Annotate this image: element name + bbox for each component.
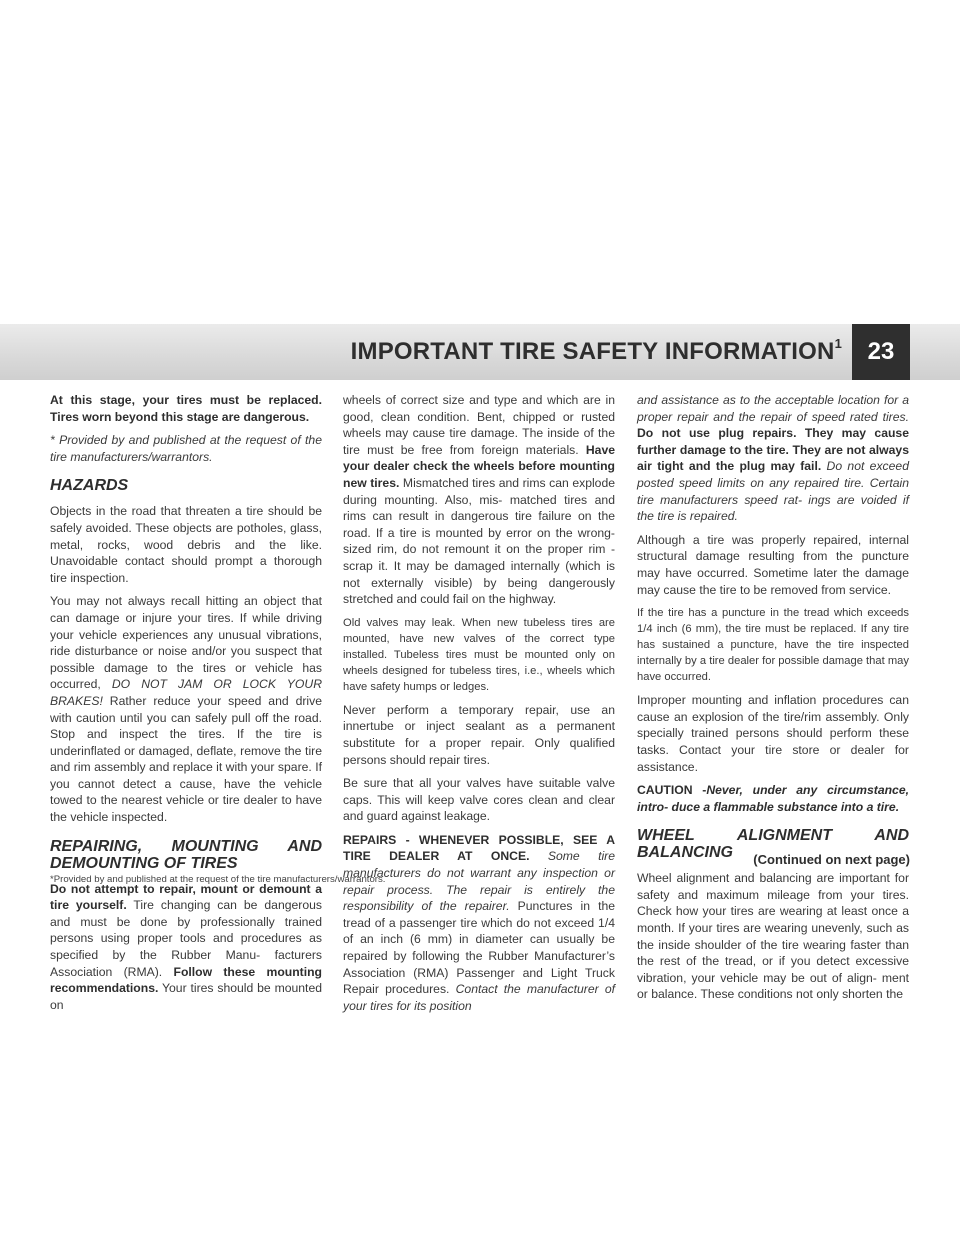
column-3 — [637, 392, 909, 1010]
valves-paragraph: Old valves may leak. When new tubeless tires are mounted, have new valves of the correct type installed. Tubeless tires must be mounted only on wheels designed for tubeless tires, i.e., wheels which have safety humps or ledges. — [343, 616, 615, 693]
puncture-paragraph: If the tire has a puncture in the tread which exceeds 1/4 inch (6 mm), the tire must be replaced. If any tire has sustained a puncture, have the tire inspected internally by a tire dealer for possible damage that may have occurred. — [637, 607, 909, 684]
section-title: IMPORTANT TIRE SAFETY INFORMATION$^1$ — [350, 336, 842, 365]
heading-hazards: HAZARDS — [50, 477, 129, 495]
hazards-paragraph-1: Objects in the road that threaten a tire should be safely avoided. These objects are potholes, glass, metal, rocks, wood debris and the like. Unavoidable contact should prompt a thorough tire inspection. — [50, 504, 322, 585]
hazards-paragraph-2: You may not always recall hitting an object that can damage or injure your tires. If while driving your vehicle experiences any unusual vibrations, ride disturbance or noise and/or you suspect that possible damage to the tires or vehicle has occurred, DO NOT JAM OR LOCK YOUR BRAKES! Rather reduce your speed and drive with caution until you can safely pull off the road. Stop and inspect the tires. If the tire is underinflated or damaged, deflate, remove the tire and rim assembly and replace it with your spare. If you cannot detect a cause, have the vehicle towed to the nearest vehicle or tire dealer to have the vehicle inspected. — [50, 594, 322, 825]
column-2 — [343, 392, 615, 1021]
repair-paragraph: Do not attempt to repair, mount or demount a tire yourself. Tire changing can be dangerous and must be done by professionally trained persons using proper tools and procedures as specified by the Rubber Manu- facturers Association (RMA). Follow these mounting recommendations. Your tires should be mounted on — [50, 881, 323, 1012]
caution-paragraph: CAUTION -Never, under any circumstance, intro- duce a flammable substance into a tire. — [637, 783, 909, 814]
continued-label: (Continued on next page) — [753, 852, 910, 867]
footnote: *Provided by and published at the request of the tire manufacturers/warrantors. — [50, 874, 386, 885]
temporary-repair-paragraph: Never perform a temporary repair, use an innertube or inject sealant as a permanent substitute for a proper repair. Only qualified persons should repair tires. — [343, 702, 615, 767]
heading-repairing: REPAIRING, MOUNTING AND DEMOUNTING OF TIRES — [50, 837, 322, 872]
column-1 — [50, 392, 322, 1020]
page-number: 23 — [852, 324, 910, 380]
structural-damage-paragraph: Although a tire was properly repaired, internal structural damage resulting from the puncture may have occurred. Sometime later the damage may cause the tire to be removed from service. — [637, 532, 909, 597]
paragraph-replace-warning: At this stage, your tires must be replaced. Tires worn beyond this stage are dangerous. — [50, 393, 322, 424]
title-superscript: 1 — [834, 336, 842, 351]
wheels-paragraph: wheels of correct size and type and which are in good, clean condition. Bent, chipped or rusted wheels may cause tire damage. The inside of the tire must be free from foreign materials. Have your dealer check the wheels before mounting new tires. Mismatched tires and rims can explode during mounting. Also, mis- matched tires and rims can result in dangerous tire failure on the road. If a tire is mounted by error on the wrong-sized rim, do not remount it on the proper rim - scrap it. It may be damaged internally (which is not externally visible) by being dangerously stretched and could fail on the highway. — [343, 393, 616, 607]
provided-by-note: * Provided by and published at the request of the tire manufacturers/warrantors. — [50, 433, 322, 464]
valve-caps-paragraph: Be sure that all your valves have suitable valve caps. This will keep valve cores clean and clear and guard against leakage. — [343, 776, 615, 824]
plug-repairs-paragraph: and assistance as to the acceptable location for a proper repair and the repair of speed rated tires. Do not use plug repairs. They may cause further damage to the tire. They are not always air tight and the plug may fail. Do not exceed posted speed limits on any repaired tire. Certain tire manufacturers speed rat- ings are voided if the tire is repaired. — [637, 393, 909, 524]
heading-wheel-alignment: WHEEL ALIGNMENT AND BALANCING — [637, 827, 909, 862]
mounting-inflation-paragraph: Improper mounting and inflation procedures can cause an explosion of the tire/rim assembly. Only specially trained persons should perform these tasks. Contact your tire store or dealer for assistance. — [637, 693, 909, 774]
wheel-alignment-paragraph: Wheel alignment and balancing are important for safety and maximum mileage from your tires. Check how your tires are wearing at least once a month. If your tires are wearing unevenly, such as the inside shoulder of the tire wearing faster than the rest of the tread, or if you detect excessive vibration, your vehicle may be out of align- ment or balance. These conditions not only shorten the — [637, 871, 909, 1002]
repairs-paragraph: REPAIRS - WHENEVER POSSIBLE, SEE A TIRE DEALER AT ONCE. Some tire manufacturers do not warrant any inspection or repair process. The repair is entirely the responsibility of the repairer. Punctures in the tread of a passenger tire which do not exceed 1/4 of an inch (6 mm) in diameter can usually be repaired by following the Rubber Manufacturer’s Association (RMA) Passenger and Light Truck Repair procedures. Contact the manufacturer of your tires for its position — [343, 832, 616, 1013]
